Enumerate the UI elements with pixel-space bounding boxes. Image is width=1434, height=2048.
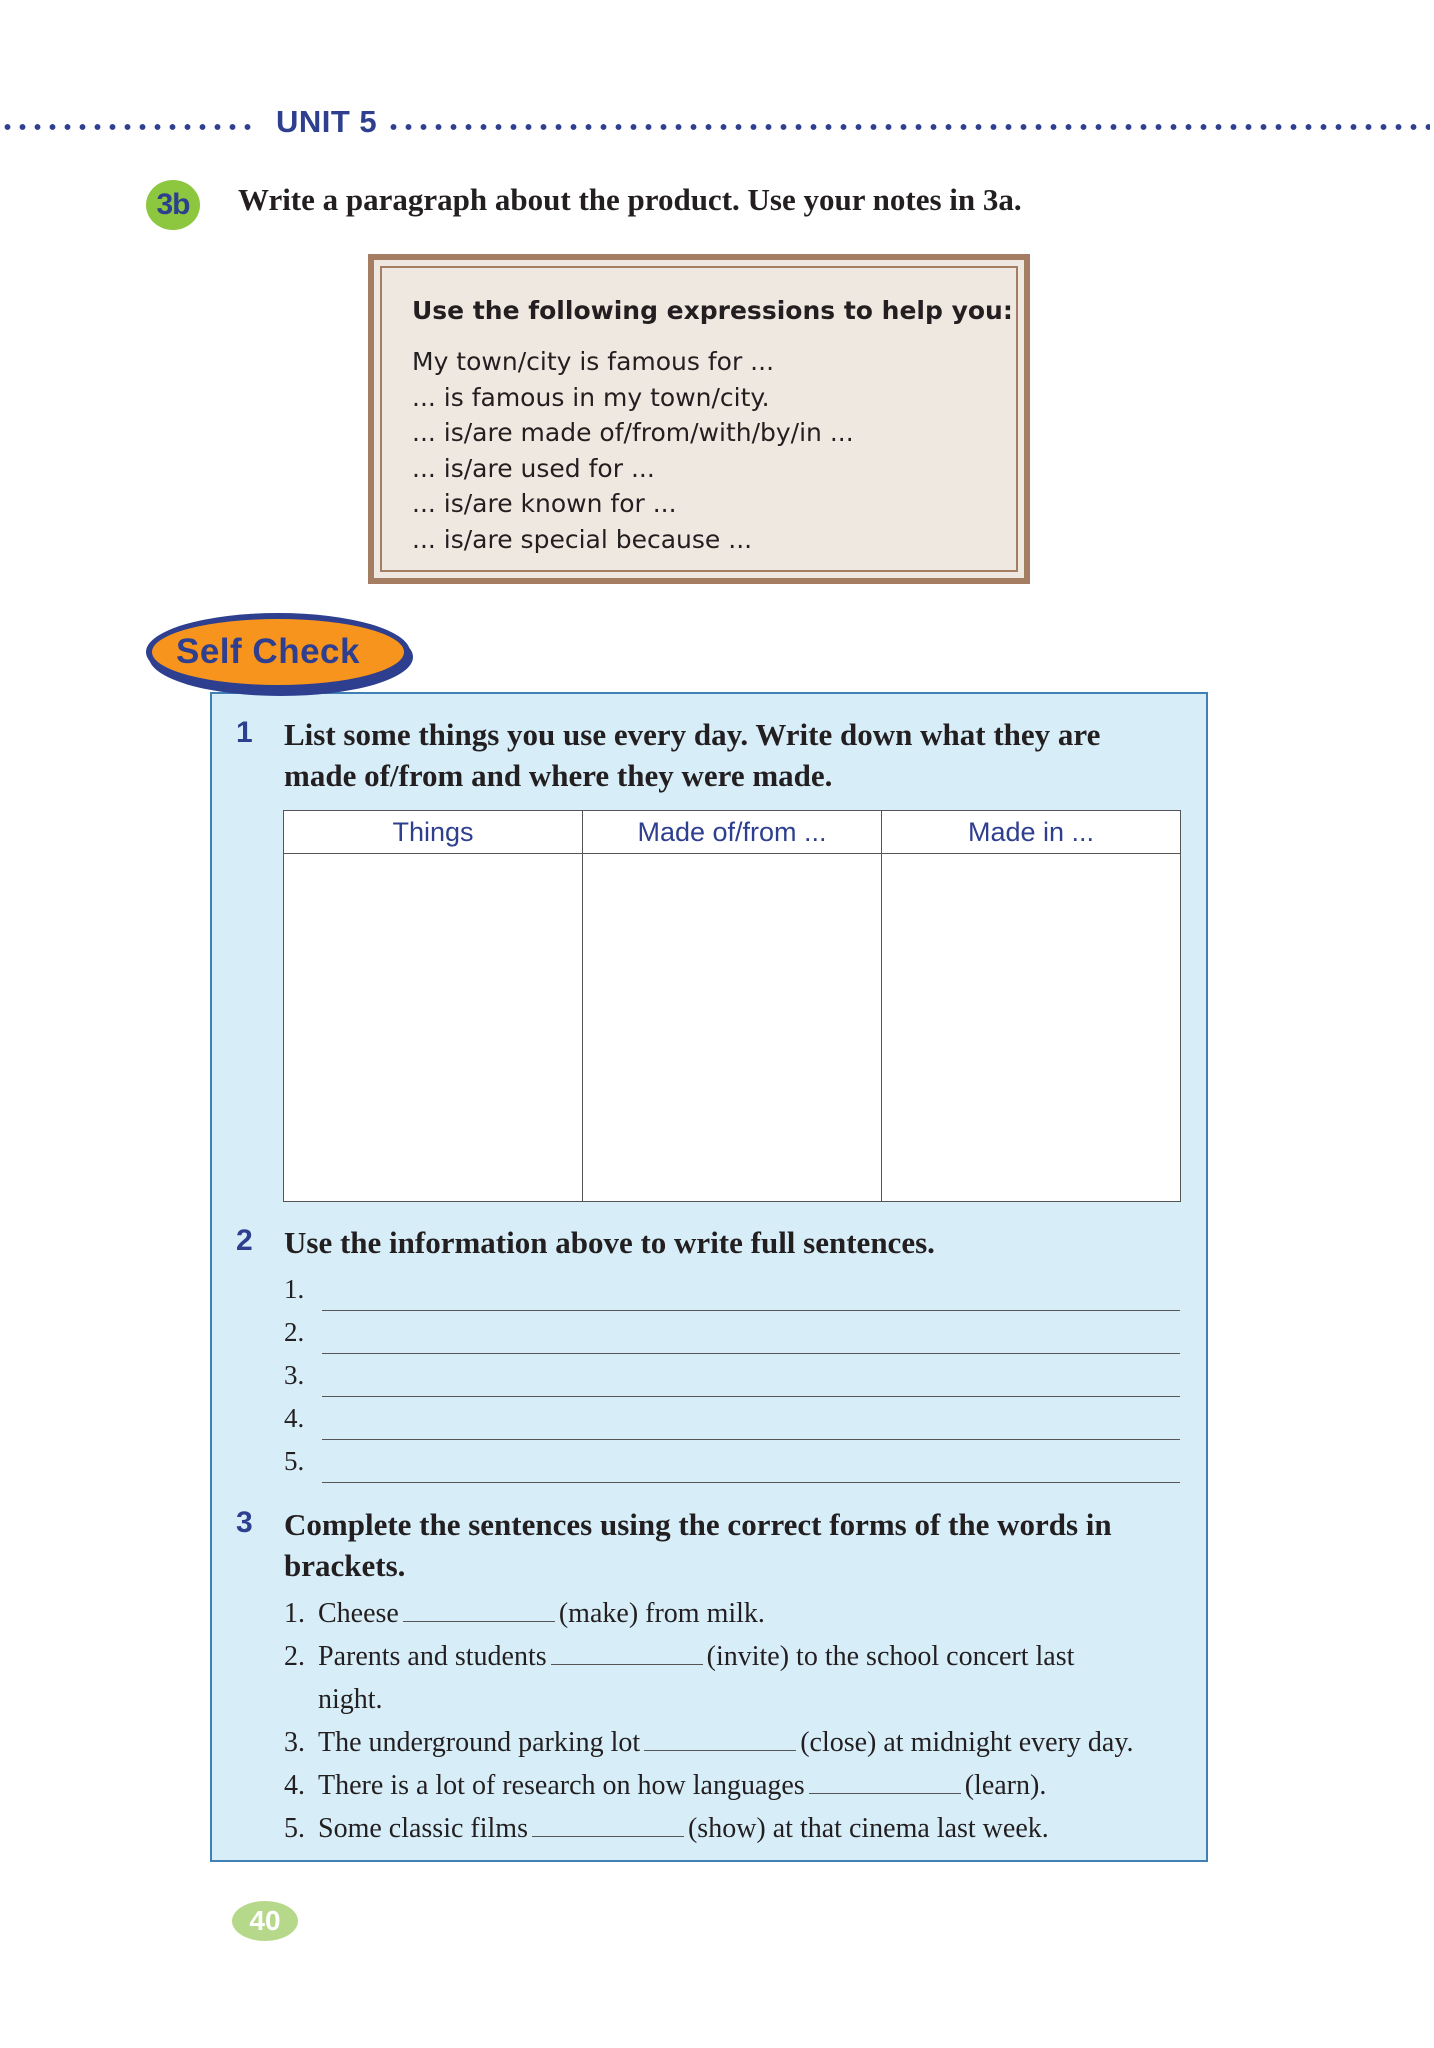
sentence-number: 1.	[284, 1598, 305, 1629]
expression-item: ... is/are made of/from/with/by/in ...	[412, 418, 854, 447]
things-cell[interactable]	[284, 854, 583, 1202]
sentence-number: 2.	[284, 1641, 305, 1672]
answer-line-rule	[322, 1310, 1180, 1311]
answer-line-rule	[322, 1396, 1180, 1397]
answer-line[interactable]	[284, 1403, 1180, 1443]
sentence-after: (invite) to the school concert last	[706, 1641, 1075, 1672]
expression-item: ... is famous in my town/city.	[412, 382, 770, 412]
sentence-before: The underground parking lot	[318, 1727, 641, 1758]
sentence-after: (show) at that cinema last week.	[687, 1813, 1049, 1844]
sentence-item	[284, 1807, 1049, 1851]
expression-item: My town/city is famous for ...	[412, 347, 775, 376]
sentence-before: Cheese	[318, 1598, 399, 1629]
sentence-blank[interactable]	[809, 1769, 961, 1794]
task-1-number: 1	[236, 716, 253, 749]
column-header-things: Things	[284, 811, 583, 854]
sentence-number: 4.	[284, 1770, 305, 1801]
sentence-before: Some classic films	[318, 1813, 528, 1844]
task-3-number: 3	[236, 1506, 253, 1539]
column-header-made-of: Made of/from ...	[583, 811, 882, 854]
made-in-cell[interactable]	[882, 854, 1181, 1202]
task-1-text-line1: List some things you use every day. Write down what they are	[284, 717, 1101, 752]
answer-line-number: 5.	[284, 1446, 305, 1476]
expression-item: ... is/are known for ...	[412, 489, 677, 518]
expressions-heading: Use the following expressions to help you:	[412, 296, 1013, 325]
sentence-item	[284, 1764, 1046, 1808]
answer-line[interactable]	[284, 1317, 1180, 1357]
exercise-3b-instruction: Write a paragraph about the product. Use your notes in 3a.	[238, 182, 1022, 217]
sentence-item	[284, 1635, 1074, 1679]
sentence-before: There is a lot of research on how languages	[318, 1770, 805, 1801]
header-dotted-rule-left	[0, 122, 252, 132]
answer-line-rule	[322, 1353, 1180, 1354]
answer-line[interactable]	[284, 1446, 1180, 1486]
sentence-after: (make) from milk.	[558, 1598, 765, 1629]
answer-line-number: 2.	[284, 1317, 305, 1347]
task-2-text: Use the information above to write full sentences.	[284, 1225, 935, 1260]
answer-line[interactable]	[284, 1360, 1180, 1400]
expression-item: ... is/are used for ...	[412, 453, 655, 483]
task-2-number: 2	[236, 1224, 253, 1257]
header-dotted-rule-right	[386, 122, 1430, 132]
answer-line-number: 4.	[284, 1403, 305, 1433]
answer-line-rule	[322, 1439, 1180, 1440]
sentence-blank[interactable]	[551, 1640, 703, 1665]
sentence-blank[interactable]	[403, 1597, 555, 1622]
expression-item: ... is/are special because ...	[412, 524, 753, 554]
exercise-badge-3b: 3b	[146, 180, 200, 230]
task-1-text-line2: made of/from and where they were made.	[284, 758, 833, 793]
answer-line[interactable]	[284, 1274, 1180, 1314]
sentence-blank[interactable]	[532, 1812, 684, 1837]
sentence-continuation: night.	[318, 1684, 383, 1715]
column-header-made-in: Made in ...	[882, 811, 1181, 854]
page-number: 40	[232, 1901, 298, 1941]
expressions-list	[412, 344, 854, 557]
made-of-cell[interactable]	[583, 854, 882, 1202]
sentence-after: (close) at midnight every day.	[800, 1727, 1134, 1758]
answer-line-rule	[322, 1482, 1180, 1483]
self-check-title: Self Check	[176, 632, 360, 671]
sentence-item	[284, 1592, 765, 1636]
sentence-number: 5.	[284, 1813, 305, 1844]
unit-title: UNIT 5	[276, 104, 378, 139]
answer-line-number: 3.	[284, 1360, 305, 1390]
task-3-text-line1: Complete the sentences using the correct forms of the words in	[284, 1507, 1112, 1542]
sentence-item	[284, 1721, 1134, 1765]
things-table	[283, 810, 1181, 1202]
sentence-blank[interactable]	[644, 1726, 796, 1751]
answer-line-number: 1.	[284, 1274, 305, 1304]
task-3-text-line2: brackets.	[284, 1548, 406, 1583]
sentence-number: 3.	[284, 1727, 305, 1758]
expressions-box	[368, 254, 1030, 584]
sentence-before: Parents and students	[318, 1641, 547, 1672]
sentence-after: (learn).	[964, 1770, 1047, 1801]
